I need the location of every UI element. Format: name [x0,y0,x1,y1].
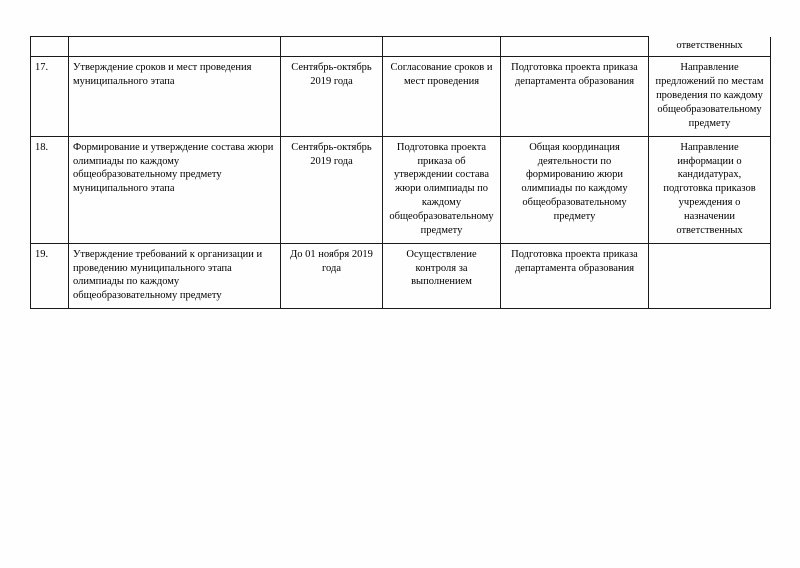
header-spacer-task [69,37,281,57]
row-responsible: Общая координация деятельности по формированию жюри олимпиады по каждому общеобразовательному предмету [501,136,649,243]
plan-table [30,36,771,309]
row-responsible: Подготовка проекта приказа департамента образования [501,243,649,308]
row-date: До 01 ноября 2019 года [281,243,383,308]
row-number: 19. [31,243,69,308]
row-action: Осуществление контроля за выполнением [383,243,501,308]
row-extra: Направление информации о кандидатурах, подготовка приказов учреждения о назначении ответственных [649,136,771,243]
row-responsible: Подготовка проекта приказа департамента образования [501,57,649,136]
row-date: Сентябрь-октябрь 2019 года [281,136,383,243]
row-task: Формирование и утверждение состава жюри олимпиады по каждому общеобразовательному предмету муниципального этапа [69,136,281,243]
row-number: 17. [31,57,69,136]
table-continued-header-row [31,37,771,57]
table-row [31,57,771,136]
header-spacer-action [383,37,501,57]
row-action: Согласование сроков и мест проведения [383,57,501,136]
row-task: Утверждение требований к организации и проведению муниципального этапа олимпиады по каждому общеобразовательному предмету [69,243,281,308]
header-spacer-date [281,37,383,57]
row-action: Подготовка проекта приказа об утверждении состава жюри олимпиады по каждому общеобразовательному предмету [383,136,501,243]
row-number: 18. [31,136,69,243]
row-extra: Направление предложений по местам проведения по каждому общеобразовательному предмету [649,57,771,136]
table-row [31,243,771,308]
table-row [31,136,771,243]
header-spacer-num [31,37,69,57]
header-continued-label: ответственных [649,37,771,57]
row-extra [649,243,771,308]
header-spacer-responsible [501,37,649,57]
row-date: Сентябрь-октябрь 2019 года [281,57,383,136]
row-task: Утверждение сроков и мест проведения муниципального этапа [69,57,281,136]
